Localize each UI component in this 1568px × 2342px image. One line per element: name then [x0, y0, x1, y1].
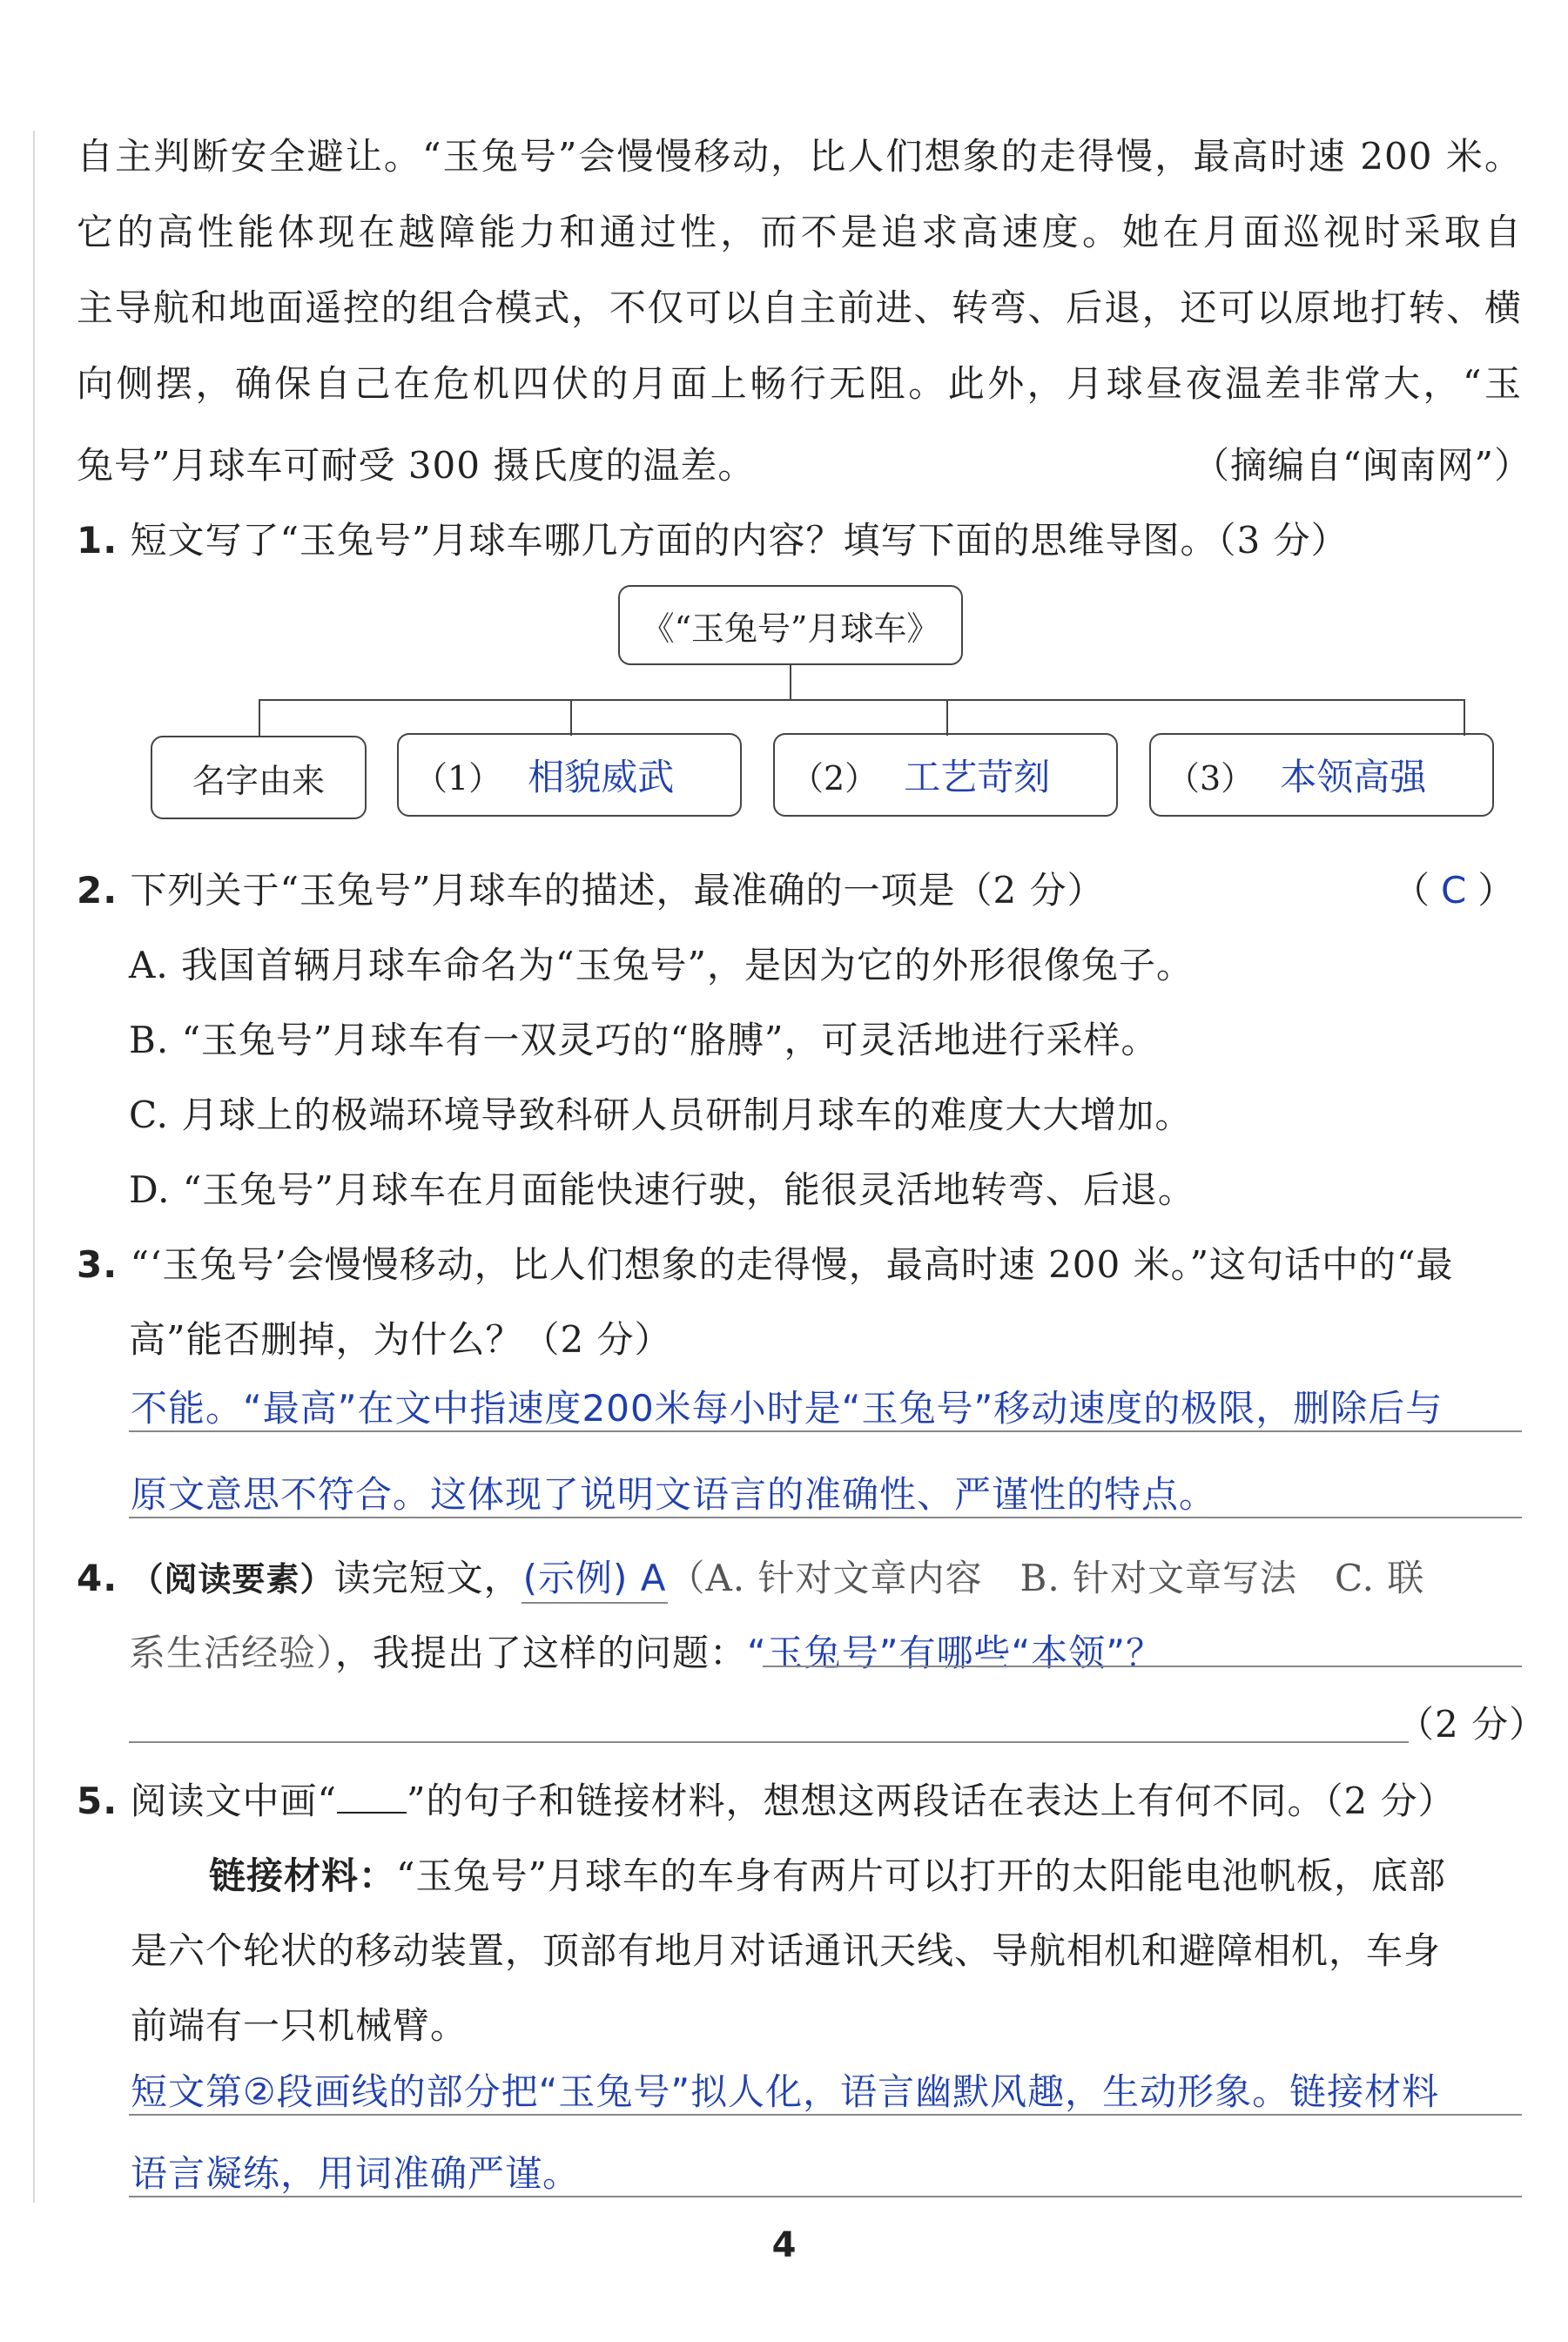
answer-rule: [129, 1430, 1522, 1432]
question-2-answer-bracket: [1393, 862, 1515, 914]
mindmap-node-answer: 工艺苛刻: [904, 756, 1051, 798]
question-4-text-a: 读完短文，: [333, 1557, 522, 1599]
question-2: [77, 862, 1105, 914]
question-1: [77, 512, 1349, 564]
left-margin-line: [33, 131, 35, 2203]
question-3-text-line1: “‘玉兔号’会慢慢移动，比人们想象的走得慢，最高时速 200 米。”这句话中的“最: [130, 1243, 1454, 1286]
question-3-number: 3.: [77, 1243, 118, 1286]
question-2-answer: C: [1441, 869, 1468, 912]
question-4-text-b: ，我提出了这样的问题：: [335, 1632, 748, 1674]
question-3-answer-line2: 原文意思不符合。这体现了说明文语言的准确性、严谨性的特点。: [131, 1473, 1217, 1516]
answer-rule: [129, 2196, 1522, 2197]
answer-rule: [129, 1517, 1522, 1518]
question-4-tag: （阅读要素）: [130, 1559, 334, 1598]
question-1-text: 短文写了“玉兔号”月球车哪几方面的内容？填写下面的思维导图。（3 分）: [130, 519, 1349, 562]
answer-rule: [129, 2114, 1522, 2116]
question-5-answer-line1: 短文第②段画线的部分把“玉兔号”拟人化，语言幽默风趣，生动形象。链接材料: [131, 2070, 1440, 2113]
passage-line-2: 它的高性能体现在越障能力和通过性，而不是追求高速度。她在月面巡视时采取自: [77, 211, 1522, 253]
mindmap-branch-bar: [259, 699, 1464, 701]
passage-line-5: 兔号”月球车可耐受 300 摄氏度的温差。: [77, 444, 756, 487]
question-5-material-line2: 是六个轮状的移动装置，顶部有地月对话通讯天线、导航相机和避障相机，车身: [131, 1929, 1442, 1972]
mindmap-node-2: [773, 733, 1118, 817]
question-3-answer-line1: 不能。“最高”在文中指速度200米每小时是“玉兔号”移动速度的极限，删除后与: [131, 1387, 1444, 1430]
question-4: [77, 1550, 1424, 1604]
question-4-options-line1: （A. 针对文章内容 B. 针对文章写法 C. 联: [668, 1557, 1425, 1599]
question-4-number: 4.: [77, 1557, 118, 1599]
question-2-text: 下列关于“玉兔号”月球车的描述，最准确的一项是（2 分）: [130, 869, 1105, 912]
question-4-answer-choice: (示例) A: [522, 1550, 669, 1604]
underline-sample: [337, 1812, 407, 1814]
material-text-line1: “玉兔号”月球车的车身有两片可以打开的太阳能电池帆板，底部: [396, 1854, 1446, 1897]
question-2-option-a: A. 我国首辆月球车命名为“玉兔号”，是因为它的外形很像兔子。: [129, 944, 1194, 986]
passage-line-3: 主导航和地面遥控的组合模式，不仅可以自主前进、转弯、后退，还可以原地打转、横: [77, 286, 1522, 329]
mindmap-node-label: （1）: [414, 758, 502, 797]
passage-line-4: 向侧摆，确保自己在危机四伏的月面上畅行无阻。此外，月球昼夜温差非常大，“玉: [77, 362, 1522, 405]
question-5-material-line1: [209, 1847, 1446, 1900]
answer-rule: [763, 1666, 1522, 1667]
mindmap-node-answer: 本领高强: [1280, 756, 1427, 798]
mindmap-node-label: （2）: [791, 758, 878, 797]
mindmap-branch-3: [946, 699, 948, 736]
question-3: [77, 1236, 1454, 1289]
question-5-text: 阅读文中画“: [130, 1780, 338, 1822]
mindmap-root-label: 《“玉兔号”月球车》: [641, 609, 940, 648]
question-2-option-b: B. “玉兔号”月球车有一双灵巧的“胳膊”，可灵活地进行采样。: [129, 1019, 1159, 1061]
question-5-answer-line2: 语言凝练，用词准确严谨。: [131, 2152, 581, 2195]
question-4-options-line2: 系生活经验）: [129, 1632, 336, 1674]
question-4-answer-question: “玉兔号”有哪些“本领”？: [747, 1632, 1164, 1674]
mindmap-node-answer: 相貌威武: [528, 756, 675, 798]
question-4-score: （2 分）: [1397, 1703, 1547, 1746]
mindmap-node-label: （3）: [1167, 758, 1255, 797]
mindmap-node-label: 名字由来: [192, 761, 325, 800]
mindmap-node-1: [397, 733, 742, 817]
question-1-number: 1.: [77, 519, 118, 562]
paren-open: （: [1393, 869, 1431, 912]
question-5: [77, 1773, 1456, 1825]
material-label: 链接材料：: [209, 1854, 397, 1897]
question-5-text-after: ”的句子和链接材料，想想这两段话在表达上有何不同。（2 分）: [407, 1780, 1456, 1822]
question-2-option-d: D. “玉兔号”月球车在月面能快速行驶，能很灵活地转弯、后退。: [129, 1168, 1195, 1211]
mindmap-root: [618, 585, 963, 665]
question-2-option-c: C. 月球上的极端环境导致科研人员研制月球车的难度大大增加。: [129, 1094, 1193, 1136]
mindmap-branch-4: [1464, 699, 1465, 736]
answer-rule: [129, 1741, 1409, 1743]
page-number: 4: [771, 2225, 797, 2265]
question-2-number: 2.: [77, 869, 118, 912]
paren-close: ）: [1477, 869, 1516, 912]
mindmap-node-3: [1149, 733, 1494, 817]
question-3-text-line2: 高”能否删掉，为什么？（2 分）: [129, 1318, 672, 1361]
question-5-number: 5.: [77, 1780, 118, 1822]
mindmap-branch-1: [259, 699, 260, 736]
question-4-line2: [129, 1625, 1163, 1677]
passage-line-1: 自主判断安全避让。“玉兔号”会慢慢移动，比人们想象的走得慢，最高时速 200 米。: [77, 135, 1522, 178]
passage-source: （摘编自“闽南网”）: [1193, 444, 1531, 487]
mindmap-trunk: [790, 665, 791, 700]
question-5-material-line3: 前端有一只机械臂。: [131, 2004, 468, 2047]
mindmap-branch-2: [570, 699, 572, 736]
mindmap-node-name-origin: [151, 736, 367, 819]
